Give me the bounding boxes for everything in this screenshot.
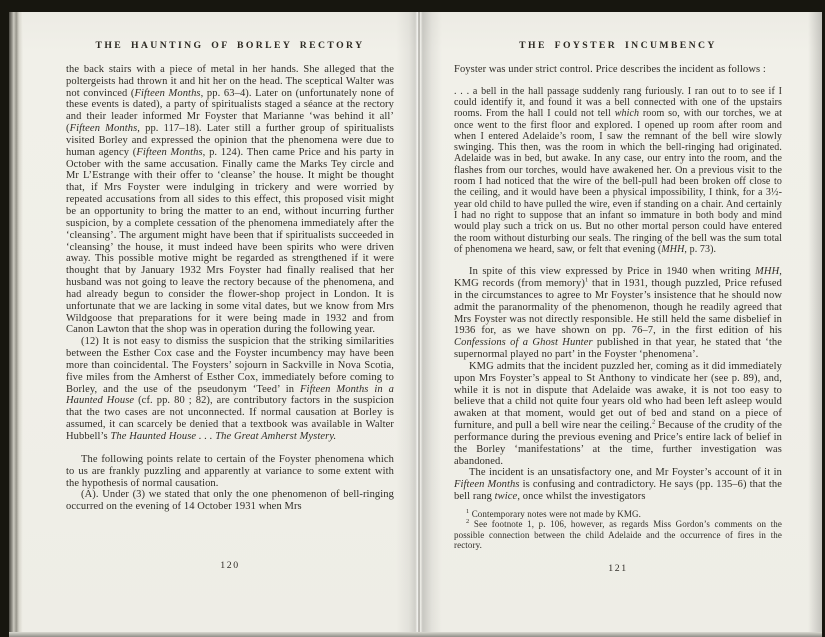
paragraph: the back stairs with a piece of metal in her hands. She alleged that the poltergeists had thrown it and hit her on the head. The sceptical Walter was not convinced (Fifteen Months, pp. 63–4). Later on (unfortunately none of these events is dated), a party of spiritualists staged a séance at the rectory and their leader informed Mr Foyster that Marianne ‘was behind it all’ (Fifteen Months, pp. 117–18). Later still a further group of spiritualists visited Borley and expressed the opinion that the phenomena were due to human agency (Fifteen Months, p. 124). Then came Price and his party in October with the same accusation. Finally came the Marks Tey circle and Mr L’Estrange with their offer to ‘cleanse’ the house. It might be thought that, if Mrs Foyster were indulging in trickery and were worried by repeated accusations from all sides to this effect, this proposed visit might be an opportunity to bring the matter to an end, without incurring further suspicion, by a complete cessation of the phenomena immediately after the ‘cleansing’. The argument might have been that if spiritualists succeeded in ‘cleansing’ the house, it must indeed have been spirits who were driven away. This possible motive might be regarded as strengthened if it were thought that by January 1932 Mrs Foyster had finally realised that her husband was not going to leave the rectory because of the phenomena, and had already begun to consider the flower-shop project in London. It is unfortunate that we are lacking in some vital dates, but we know from Mrs Wildgoose that preparations for it were being made in 1932 and from Canon Lawton that the shop was in operation during the following year.	[66, 63, 395, 336]
right-page	[454, 40, 782, 551]
book-gutter	[396, 12, 442, 633]
paragraph: In spite of this view expressed by Price in 1940 when writing MHH, KMG records (from memory)$^1$ that in 1931, though puzzled, Price refused in the circumstances to agree to Mr Foyster’s insistence that he should now admit the paranormality of the phenomenon, though he readily agreed that Mrs Foyster was not directly responsible. He still held the same disbelief in 1936 for, as we have shown on pp. 76–7, in the first edition of his Confessions of a Ghost Hunter published in that year, he stated that ‘the supernormal played no part’ in the Foyster ‘phenomena’.	[454, 266, 783, 361]
paragraph: KMG admits that the incident puzzled her, coming as it did immediately upon Mrs Foyster’s appeal to St Anthony to vindicate her (see p. 89), and, while it is not in dispute that Adelaide was awake, it is not too easy to believe that a child not quite four years old who had been left asleep would awaken at that moment, would get out of bed and stand on a piece of furniture, and pull a bell wire near the ceiling.$^2$ Because of the crudity of the performance during the previous evening and Price’s entire lack of belief in the Borley ‘manifestations’ at the time, further investigation was abandoned.	[454, 360, 782, 467]
paragraph: (12) It is not easy to dismiss the suspicion that the striking similarities between the Esther Cox case and the Foyster incumbency may have been more than coincidental. The Foysters’ sojourn in Sackville in Nova Scotia, five miles from the Amherst of Esther Cox, immediately before coming to Borley, and the use of the pseudonym ‘Teed’ in Fifteen Months in a Haunted House (cf. pp. 80 ; 82), are contributory factors in the suspicion that the two cases are not unconnected. If normal causation at Borley is assumed, it can scarcely be denied that a textbook was available in Walter Hubbell’s The Haunted House . . . The Great Amherst Mystery.	[66, 336, 395, 442]
right-page-body	[454, 64, 782, 503]
right-page-number: 121	[608, 563, 628, 574]
footnote-block	[454, 509, 782, 551]
page-edges-left	[9, 12, 23, 633]
paragraph: The following points relate to certain of the Foyster phenomena which to us are frankly puzzling and apparently at variance to some extent with the hypothesis of normal causation.	[66, 453, 394, 489]
left-page	[66, 40, 394, 513]
left-running-head: THE HAUNTING OF BORLEY RECTORY	[95, 40, 365, 51]
left-page-body	[66, 64, 394, 513]
scan-edge-bottom	[9, 632, 822, 637]
paragraph: Foyster was under strict control. Price describes the incident as follows :	[454, 63, 766, 75]
paragraph: . . . a bell in the hall passage suddenly rang furiously. I ran out to to see if I could identify it, and found it was a bell connected with one of the upstairs rooms. From the hall I could not tell which room so, with our torches, we at once went to the first floor and explored. I opened up room after room and when I entered Adelaide’s room, I saw the remnant of the bell wire slowly swinging. This then, was the room in which the bell-ringing had originated. Adelaide was in bed, but awake. In any case, our entry into the room, and the flashes from our torches, would have awakened her. On a previous visit to the room I had noticed that the wire of the bell-pull had been broken off close to the ceiling, and it would have been a physical impossibility, I think, for a 3½-year old child to have pulled the wire, even if standing on a chair. And certainly I had no right to suppose that an infant so immature in both body and mind would play such a trick on us. But no other mortal person could have entered the room without disturbing our seals. The ringing of the bell was the sum total of phenomena we heard, saw, or felt that evening (MHH, p. 73).	[454, 85, 782, 255]
paragraph: The incident is an unsatisfactory one, and Mr Foyster’s account of it in Fifteen Months is confusing and contradictory. He says (pp. 135–6) that the bell rang twice, once whilst the investigators	[454, 467, 782, 503]
left-page-number: 120	[220, 560, 240, 571]
paragraph: (A). Under (3) we stated that only the one phenomenon of bell-ringing occurred on the evening of 14 October 1931 when Mrs	[66, 489, 394, 513]
right-running-head: THE FOYSTER INCUMBENCY	[519, 40, 717, 51]
paragraph: $^2$ See footnote 1, p. 106, however, as regards Miss Gordon’s comments on the possible connection between the child Adelaide and the occurrence of fires in the rectory.	[454, 518, 782, 551]
paragraph: $^1$ Contemporary notes were not made by KMG.	[466, 508, 641, 520]
page-edge-right-shade	[808, 12, 822, 633]
